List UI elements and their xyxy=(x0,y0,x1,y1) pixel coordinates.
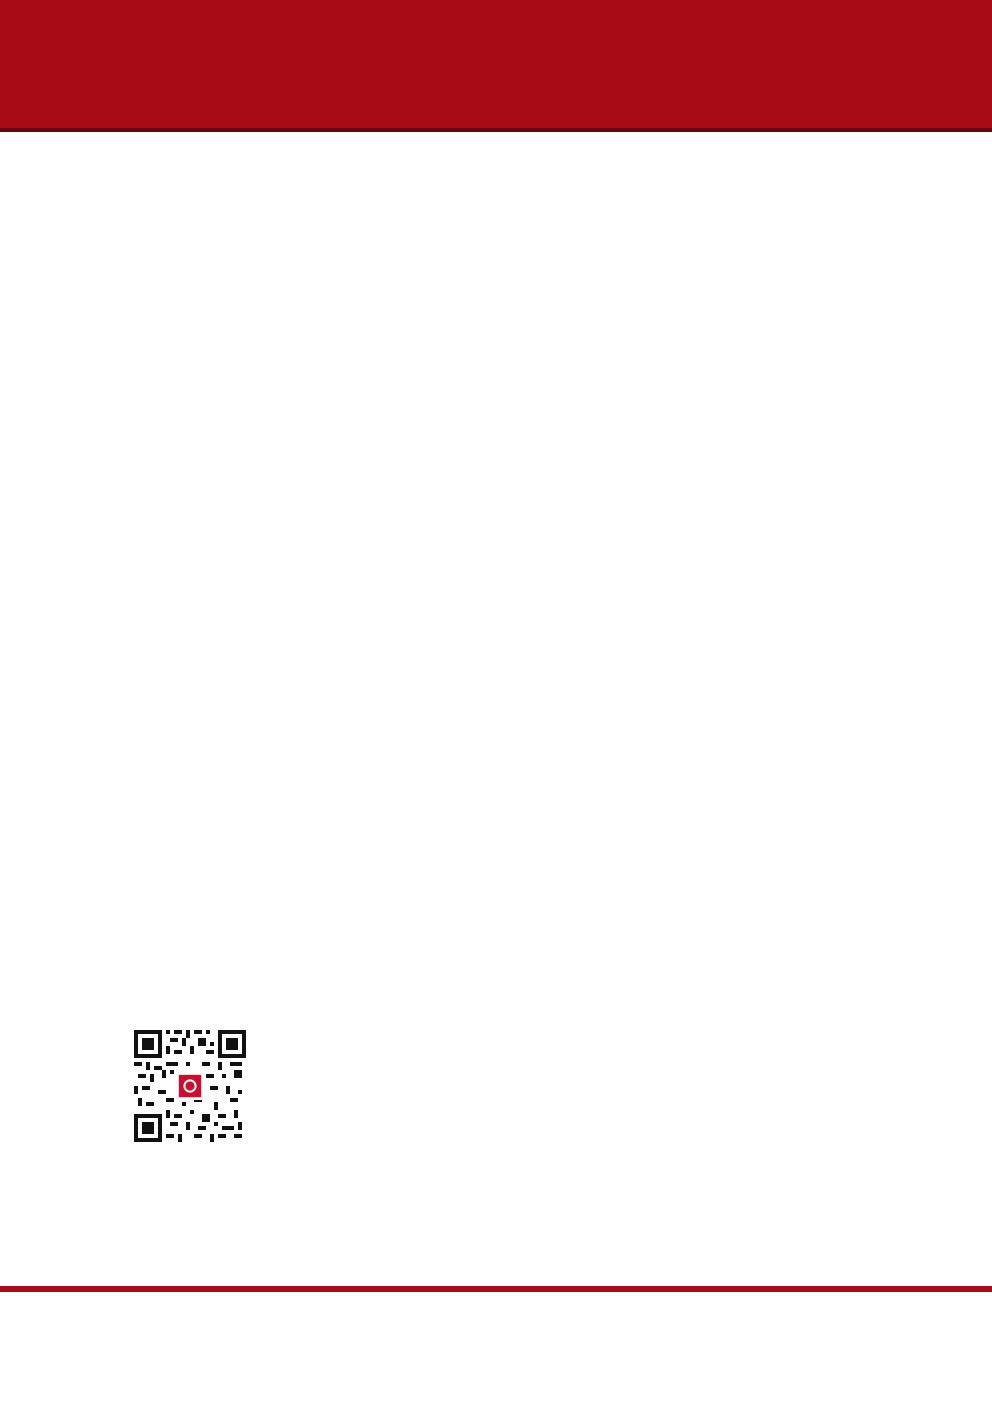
header-banner xyxy=(0,0,992,128)
qr-center-logo xyxy=(176,1072,204,1100)
qr-finder-top-right xyxy=(218,1030,246,1058)
header-divider xyxy=(0,128,992,132)
wechat-qr-code xyxy=(134,1030,246,1142)
abstract-body xyxy=(463,358,960,372)
footer-divider xyxy=(0,1286,992,1292)
report-title xyxy=(894,52,908,85)
qr-finder-top-left xyxy=(134,1030,162,1058)
qr-finder-bottom-left xyxy=(134,1114,162,1142)
